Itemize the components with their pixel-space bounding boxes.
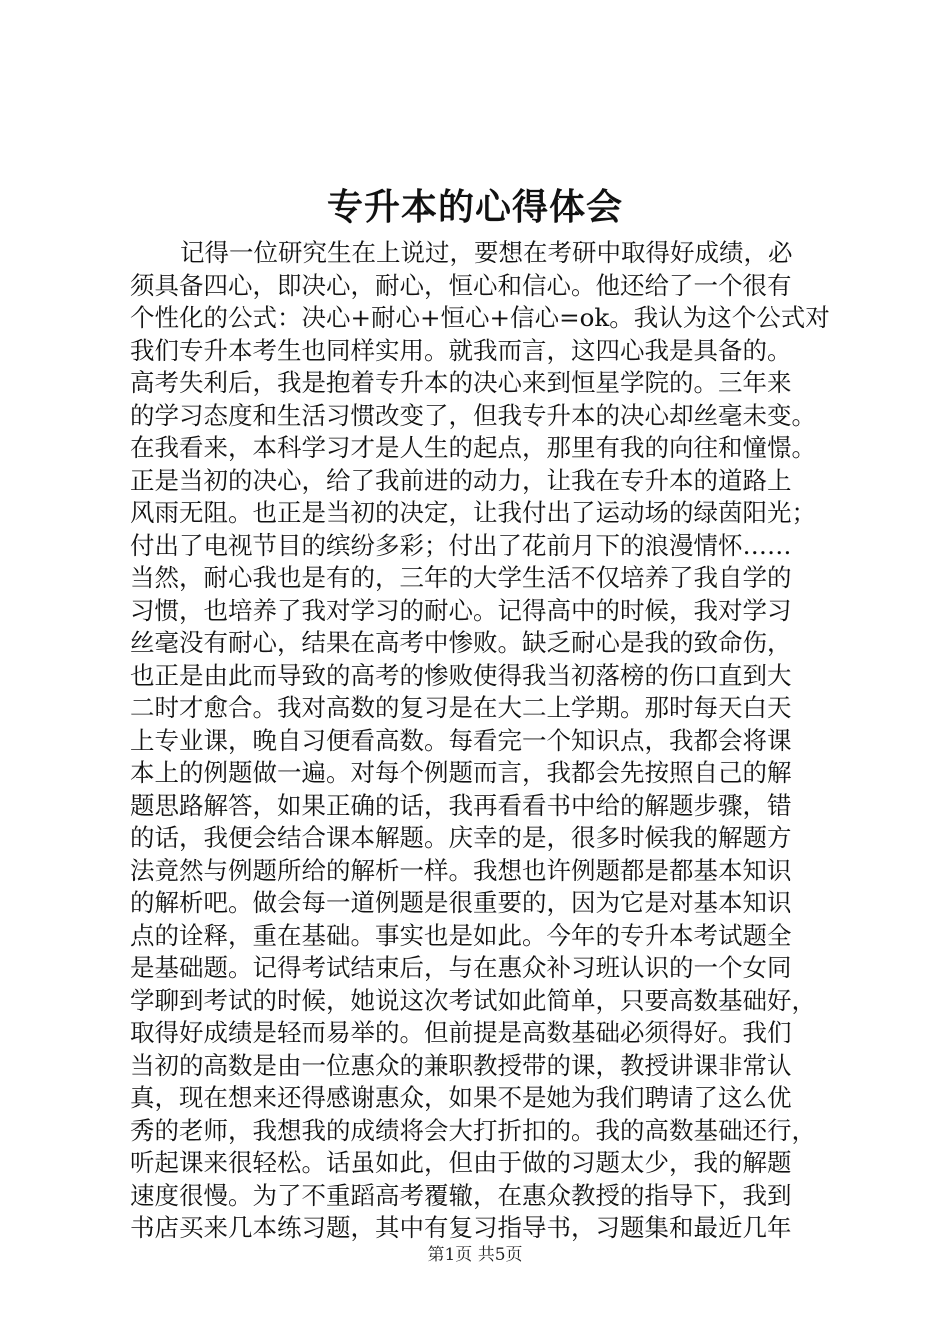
text-line: 速度很慢。为了不重蹈高考覆辙，在惠众教授的指导下，我到	[130, 1180, 792, 1210]
text-line: 我们专升本考生也同样实用。就我而言，这四心我是具备的。	[130, 335, 792, 365]
text-line: 本上的例题做一遍。对每个例题而言，我都会先按照自己的解	[130, 758, 792, 787]
text-line: 正是当初的决心，给了我前进的动力，让我在专升本的道路上	[130, 465, 792, 495]
text-line: 在我看来，本科学习才是人生的起点，那里有我的向往和憧憬。	[130, 433, 816, 462]
text-line: 丝毫没有耐心，结果在高考中惨败。缺乏耐心是我的致命伤，	[130, 628, 792, 657]
text-line: 上专业课，晚自习便看高数。每看完一个知识点，我都会将课	[130, 725, 792, 755]
document-body	[130, 237, 830, 1245]
text-line: 秀的老师，我想我的成绩将会大打折扣的。我的高数基础还行，	[130, 1115, 816, 1145]
text-line: 法竟然与例题所给的解析一样。我想也许例题都是都基本知识	[130, 855, 792, 885]
text-line: 当初的高数是由一位惠众的兼职教授带的课，教授讲课非常认	[130, 1050, 792, 1080]
text-line: 高考失利后，我是抱着专升本的决心来到恒星学院的。三年来	[130, 368, 792, 397]
text-line: 题思路解答，如果正确的话，我再看看书中给的解题步骤，错	[130, 790, 792, 820]
text-line: 的话，我便会结合课本解题。庆幸的是，很多时候我的解题方	[130, 823, 792, 852]
document-title: 专升本的心得体会	[326, 186, 623, 228]
text-line: 的学习态度和生活习惯改变了，但我专升本的决心却丝毫未变。	[130, 400, 816, 430]
text-line: 书店买来几本练习题，其中有复习指导书，习题集和最近几年	[130, 1213, 792, 1242]
text-line: 听起课来很轻松。话虽如此，但由于做的习题太少，我的解题	[130, 1148, 792, 1177]
text-line: 点的诠释，重在基础。事实也是如此。今年的专升本考试题全	[130, 920, 792, 950]
text-line: 记得一位研究生在上说过，要想在考研中取得好成绩，必	[180, 238, 793, 267]
text-line: 取得好成绩是轻而易举的。但前提是高数基础必须得好。我们	[130, 1018, 792, 1047]
text-line: 付出了电视节目的缤纷多彩；付出了花前月下的浪漫情怀……	[130, 530, 792, 560]
page-footer: 第1页 共5页	[427, 1245, 523, 1265]
text-line: 是基础题。记得考试结束后，与在惠众补习班认识的一个女同	[130, 953, 792, 982]
text-line: 须具备四心，即决心，耐心，恒心和信心。他还给了一个很有	[130, 270, 792, 300]
text-line: 二时才愈合。我对高数的复习是在大二上学期。那时每天白天	[130, 693, 792, 722]
text-line: 习惯，也培养了我对学习的耐心。记得高中的时候，我对学习	[130, 595, 792, 625]
text-line: 当然，耐心我也是有的，三年的大学生活不仅培养了我自学的	[130, 563, 792, 592]
text-line: 学聊到考试的时候，她说这次考试如此简单，只要高数基础好，	[130, 985, 816, 1015]
text-line: 真，现在想来还得感谢惠众，如果不是她为我们聘请了这么优	[130, 1083, 792, 1112]
text-line: 个性化的公式：决心+耐心+恒心+信心=ok。我认为这个公式对	[130, 303, 830, 332]
text-line: 风雨无阻。也正是当初的决定，让我付出了运动场的绿茵阳光；	[130, 498, 816, 527]
text-line: 也正是由此而导致的高考的惨败使得我当初落榜的伤口直到大	[130, 660, 792, 690]
text-line: 的解析吧。做会每一道例题是很重要的，因为它是对基本知识	[130, 888, 792, 917]
